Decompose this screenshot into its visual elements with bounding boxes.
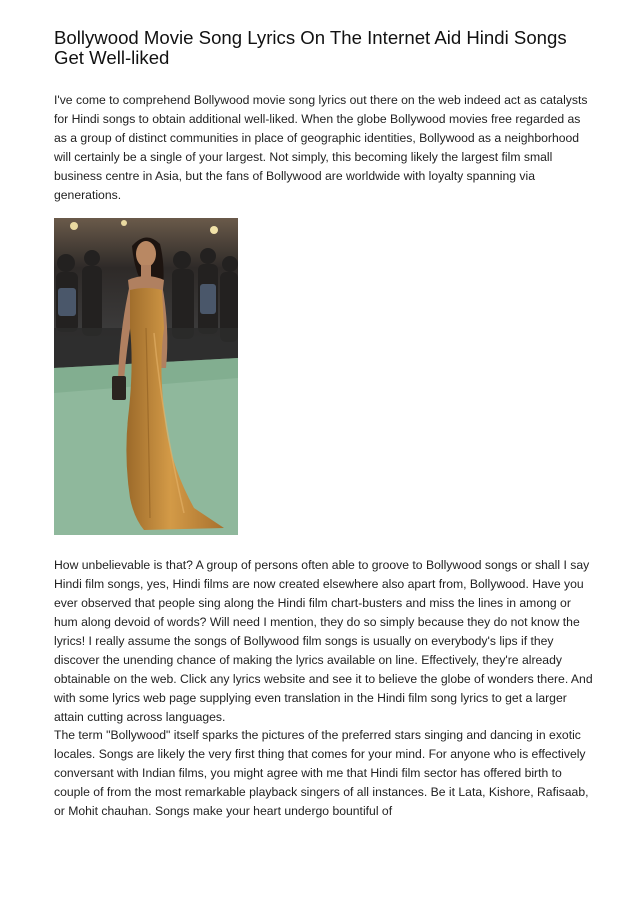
actress-photo bbox=[54, 218, 238, 535]
document-title: Bollywood Movie Song Lyrics On The Internet Aid Hindi Songs Get Well-liked bbox=[54, 27, 567, 68]
paragraph-intro: I've come to comprehend Bollywood movie song lyrics out there on the web indeed act as catalysts for Hindi songs to obtain additional well-liked. When the globe Bollywood movies free regarded as as a group of distinct communities in place of geographic identities, Bollywood as a neighborhood will certainly be a single of your largest. Not simply, this becoming likely the largest film small business centre in Asia, but the fans of Bollywood are worldwide with loyalty spanning via generations. bbox=[54, 93, 588, 202]
paragraph-bollywood-term: The term "Bollywood" itself sparks the pictures of the preferred stars singing and dancing in exotic locales. Songs are likely the very first thing that comes for your mind. For anyone who is effectively conversant with Indian films, you might agree with me that Hindi film sector has offered birth to couple of from the most remarkable playback singers of all instances. Be it Lata, Kishore, Rafisaab, or Mohit chauhan. Songs make your heart undergo bountiful of bbox=[54, 728, 589, 818]
paragraph-lyrics-online: How unbelievable is that? A group of persons often able to groove to Bollywood songs or shall I say Hindi film songs, yes, Hindi films are now created elsewhere also apart from, Bollywood. Have you ever observed that people sing along the Hindi film chart-busters and miss the lines in among or hum along devoid of words? Will need I mention, they do so simply because they do not know the lyrics! I really assume the songs of Bollywood film songs is usually on everybody's lips if they discover the unending chance of making the lyrics available on line. Effectively, they're already obtainable on the web. Click any lyrics website and see it to believe the globe of wonders there. And with some lyrics web page supplying even translation in the Hindi film song lyrics to get a larger attain cutting across languages. bbox=[54, 558, 593, 724]
